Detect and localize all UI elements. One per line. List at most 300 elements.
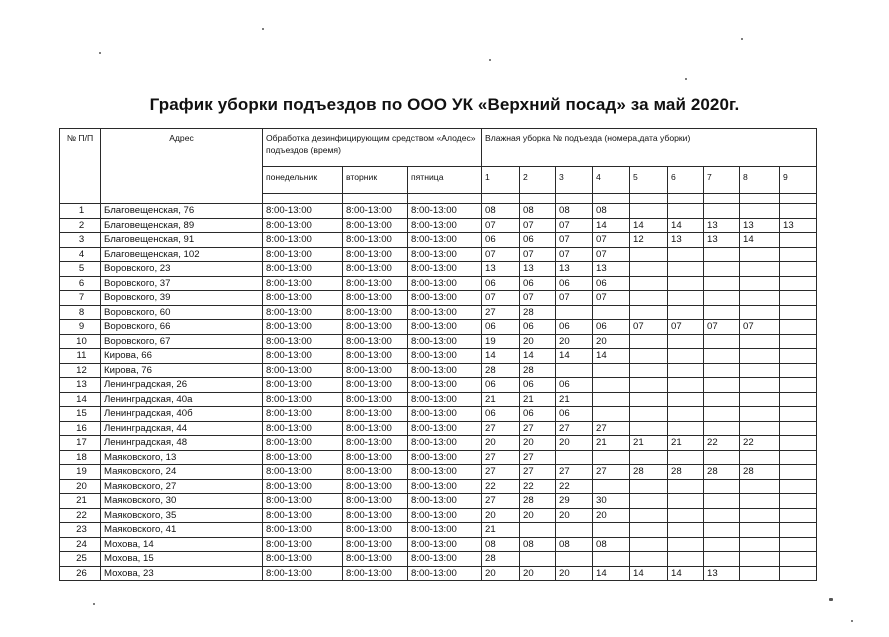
row-time-friday: 8:00-13:00 — [408, 291, 482, 306]
row-entrance-date: 12 — [630, 233, 668, 248]
row-time-friday: 8:00-13:00 — [408, 465, 482, 480]
row-entrance-date — [630, 523, 668, 538]
row-entrance-date — [740, 508, 780, 523]
row-entrance-date: 20 — [482, 436, 520, 451]
table-row — [60, 421, 817, 436]
header-day-monday: понедельник — [263, 167, 343, 194]
row-entrance-date: 07 — [593, 233, 630, 248]
row-entrance-date — [780, 450, 817, 465]
row-entrance-date — [780, 552, 817, 567]
row-entrance-date: 07 — [482, 247, 520, 262]
row-address: Воровского, 39 — [101, 291, 263, 306]
row-entrance-date — [668, 479, 704, 494]
row-entrance-date — [780, 508, 817, 523]
row-entrance-date: 07 — [630, 320, 668, 335]
row-entrance-date — [704, 407, 740, 422]
row-entrance-date: 20 — [482, 508, 520, 523]
row-entrance-date: 06 — [520, 407, 556, 422]
row-time-friday: 8:00-13:00 — [408, 334, 482, 349]
row-entrance-date — [704, 262, 740, 277]
row-entrance-date — [630, 378, 668, 393]
row-time-monday: 8:00-13:00 — [263, 421, 343, 436]
row-time-tuesday: 8:00-13:00 — [343, 349, 408, 364]
row-entrance-date: 27 — [482, 305, 520, 320]
row-entrance-date — [668, 552, 704, 567]
row-time-monday: 8:00-13:00 — [263, 566, 343, 581]
row-entrance-date: 22 — [556, 479, 593, 494]
row-number: 8 — [60, 305, 101, 320]
row-entrance-date — [593, 392, 630, 407]
row-time-monday: 8:00-13:00 — [263, 537, 343, 552]
row-time-friday: 8:00-13:00 — [408, 349, 482, 364]
row-time-monday: 8:00-13:00 — [263, 552, 343, 567]
row-address: Воровского, 67 — [101, 334, 263, 349]
table-row — [60, 291, 817, 306]
row-entrance-date — [593, 305, 630, 320]
row-entrance-date — [704, 494, 740, 509]
row-entrance-date: 14 — [630, 566, 668, 581]
row-entrance-date: 20 — [520, 566, 556, 581]
row-entrance-date: 06 — [482, 233, 520, 248]
row-entrance-date — [630, 363, 668, 378]
row-entrance-date — [593, 479, 630, 494]
table-row — [60, 204, 817, 219]
row-entrance-date: 06 — [482, 378, 520, 393]
row-entrance-date — [780, 305, 817, 320]
row-entrance-date — [520, 523, 556, 538]
row-entrance-date — [520, 552, 556, 567]
header-entrance: 7 — [704, 167, 740, 194]
row-entrance-date: 14 — [556, 349, 593, 364]
row-entrance-date — [630, 421, 668, 436]
row-number: 10 — [60, 334, 101, 349]
row-entrance-date: 28 — [482, 363, 520, 378]
row-entrance-date — [780, 392, 817, 407]
row-time-friday: 8:00-13:00 — [408, 508, 482, 523]
scan-speck — [99, 52, 101, 54]
row-number: 9 — [60, 320, 101, 335]
row-entrance-date: 27 — [482, 465, 520, 480]
row-number: 14 — [60, 392, 101, 407]
row-entrance-date — [740, 392, 780, 407]
row-entrance-date: 28 — [520, 305, 556, 320]
row-time-tuesday: 8:00-13:00 — [343, 320, 408, 335]
row-time-tuesday: 8:00-13:00 — [343, 262, 408, 277]
header-entrance: 8 — [740, 167, 780, 194]
row-time-monday: 8:00-13:00 — [263, 392, 343, 407]
row-time-monday: 8:00-13:00 — [263, 436, 343, 451]
row-entrance-date: 27 — [556, 421, 593, 436]
row-time-monday: 8:00-13:00 — [263, 204, 343, 219]
row-entrance-date — [740, 378, 780, 393]
row-entrance-date — [556, 450, 593, 465]
row-entrance-date — [704, 378, 740, 393]
row-entrance-date — [668, 276, 704, 291]
row-time-tuesday: 8:00-13:00 — [343, 508, 408, 523]
row-entrance-date: 22 — [704, 436, 740, 451]
row-entrance-date — [740, 276, 780, 291]
row-entrance-date: 20 — [556, 508, 593, 523]
row-time-tuesday: 8:00-13:00 — [343, 392, 408, 407]
row-address: Кирова, 76 — [101, 363, 263, 378]
table-row — [60, 247, 817, 262]
table-row — [60, 494, 817, 509]
row-entrance-date: 21 — [482, 392, 520, 407]
row-address: Маяковского, 13 — [101, 450, 263, 465]
row-entrance-date: 21 — [482, 523, 520, 538]
row-entrance-date — [630, 291, 668, 306]
row-entrance-date: 07 — [556, 233, 593, 248]
row-entrance-date — [780, 204, 817, 219]
row-time-monday: 8:00-13:00 — [263, 363, 343, 378]
table-row — [60, 378, 817, 393]
row-entrance-date — [630, 392, 668, 407]
row-entrance-date — [740, 537, 780, 552]
row-entrance-date: 14 — [668, 566, 704, 581]
row-entrance-date: 28 — [704, 465, 740, 480]
row-time-friday: 8:00-13:00 — [408, 552, 482, 567]
row-entrance-date — [780, 566, 817, 581]
row-entrance-date — [704, 204, 740, 219]
row-entrance-date — [704, 247, 740, 262]
row-entrance-date: 07 — [556, 247, 593, 262]
scan-speck — [262, 28, 264, 30]
row-time-tuesday: 8:00-13:00 — [343, 305, 408, 320]
row-entrance-date — [630, 204, 668, 219]
row-address: Мохова, 15 — [101, 552, 263, 567]
scan-speck — [851, 620, 853, 622]
row-address: Ленинградская, 40а — [101, 392, 263, 407]
row-entrance-date: 06 — [520, 276, 556, 291]
row-entrance-date — [668, 349, 704, 364]
row-entrance-date — [668, 450, 704, 465]
row-entrance-date — [593, 523, 630, 538]
row-time-monday: 8:00-13:00 — [263, 407, 343, 422]
row-entrance-date: 19 — [482, 334, 520, 349]
row-entrance-date — [556, 363, 593, 378]
row-entrance-date: 28 — [520, 363, 556, 378]
row-time-tuesday: 8:00-13:00 — [343, 465, 408, 480]
row-time-tuesday: 8:00-13:00 — [343, 407, 408, 422]
row-entrance-date: 13 — [704, 218, 740, 233]
row-time-tuesday: 8:00-13:00 — [343, 233, 408, 248]
row-entrance-date — [704, 349, 740, 364]
row-entrance-date — [780, 349, 817, 364]
row-entrance-date — [704, 450, 740, 465]
row-time-friday: 8:00-13:00 — [408, 436, 482, 451]
row-time-monday: 8:00-13:00 — [263, 465, 343, 480]
row-time-friday: 8:00-13:00 — [408, 523, 482, 538]
table-row — [60, 349, 817, 364]
row-number: 19 — [60, 465, 101, 480]
row-entrance-date: 06 — [593, 320, 630, 335]
row-entrance-date — [630, 407, 668, 422]
row-address: Мохова, 23 — [101, 566, 263, 581]
row-entrance-date: 13 — [668, 233, 704, 248]
row-time-tuesday: 8:00-13:00 — [343, 276, 408, 291]
row-time-tuesday: 8:00-13:00 — [343, 479, 408, 494]
row-entrance-date — [704, 363, 740, 378]
row-entrance-date: 06 — [482, 276, 520, 291]
row-time-friday: 8:00-13:00 — [408, 392, 482, 407]
row-entrance-date: 30 — [593, 494, 630, 509]
row-number: 2 — [60, 218, 101, 233]
row-entrance-date — [780, 334, 817, 349]
row-entrance-date: 20 — [593, 334, 630, 349]
table-row — [60, 479, 817, 494]
row-entrance-date — [780, 378, 817, 393]
table-row — [60, 566, 817, 581]
row-entrance-date: 06 — [520, 233, 556, 248]
row-number: 1 — [60, 204, 101, 219]
row-time-friday: 8:00-13:00 — [408, 276, 482, 291]
row-entrance-date — [630, 450, 668, 465]
row-time-friday: 8:00-13:00 — [408, 305, 482, 320]
row-entrance-date — [668, 291, 704, 306]
row-entrance-date: 27 — [482, 450, 520, 465]
row-entrance-date: 27 — [593, 465, 630, 480]
row-entrance-date: 07 — [556, 218, 593, 233]
row-entrance-date: 07 — [520, 291, 556, 306]
row-entrance-date — [704, 479, 740, 494]
row-time-monday: 8:00-13:00 — [263, 494, 343, 509]
row-entrance-date — [668, 378, 704, 393]
table-row — [60, 276, 817, 291]
row-entrance-date — [740, 305, 780, 320]
row-entrance-date: 27 — [520, 450, 556, 465]
row-entrance-date — [704, 392, 740, 407]
row-entrance-date: 22 — [482, 479, 520, 494]
row-time-friday: 8:00-13:00 — [408, 479, 482, 494]
row-number: 26 — [60, 566, 101, 581]
row-entrance-date — [740, 450, 780, 465]
row-entrance-date — [630, 494, 668, 509]
row-address: Ленинградская, 40б — [101, 407, 263, 422]
row-entrance-date: 14 — [668, 218, 704, 233]
row-entrance-date: 06 — [593, 276, 630, 291]
row-entrance-date — [740, 523, 780, 538]
row-entrance-date: 14 — [593, 349, 630, 364]
row-address: Маяковского, 30 — [101, 494, 263, 509]
row-time-friday: 8:00-13:00 — [408, 218, 482, 233]
row-entrance-date: 08 — [593, 537, 630, 552]
row-number: 12 — [60, 363, 101, 378]
row-time-monday: 8:00-13:00 — [263, 305, 343, 320]
row-time-monday: 8:00-13:00 — [263, 378, 343, 393]
row-entrance-date — [630, 508, 668, 523]
row-entrance-date — [668, 363, 704, 378]
table-row — [60, 465, 817, 480]
row-entrance-date: 20 — [482, 566, 520, 581]
scan-speck — [741, 38, 743, 40]
row-time-friday: 8:00-13:00 — [408, 566, 482, 581]
row-time-tuesday: 8:00-13:00 — [343, 421, 408, 436]
header-entrance: 5 — [630, 167, 668, 194]
row-entrance-date — [780, 363, 817, 378]
row-entrance-date: 06 — [556, 320, 593, 335]
row-address: Благовещенская, 89 — [101, 218, 263, 233]
row-entrance-date — [668, 523, 704, 538]
row-address: Ленинградская, 26 — [101, 378, 263, 393]
row-time-tuesday: 8:00-13:00 — [343, 378, 408, 393]
table-row — [60, 450, 817, 465]
row-address: Ленинградская, 48 — [101, 436, 263, 451]
scan-speck — [489, 59, 491, 61]
row-address: Маяковского, 35 — [101, 508, 263, 523]
row-entrance-date — [668, 407, 704, 422]
row-address: Маяковского, 41 — [101, 523, 263, 538]
row-entrance-date — [556, 305, 593, 320]
row-entrance-date — [630, 262, 668, 277]
row-entrance-date — [740, 421, 780, 436]
table-row — [60, 305, 817, 320]
row-time-monday: 8:00-13:00 — [263, 247, 343, 262]
row-number: 5 — [60, 262, 101, 277]
row-entrance-date — [780, 421, 817, 436]
row-number: 7 — [60, 291, 101, 306]
header-day-friday: пятница — [408, 167, 482, 194]
row-entrance-date: 06 — [482, 407, 520, 422]
row-number: 16 — [60, 421, 101, 436]
row-entrance-date: 13 — [704, 566, 740, 581]
row-time-monday: 8:00-13:00 — [263, 233, 343, 248]
row-time-tuesday: 8:00-13:00 — [343, 334, 408, 349]
row-entrance-date — [780, 262, 817, 277]
row-entrance-date: 13 — [780, 218, 817, 233]
row-time-monday: 8:00-13:00 — [263, 508, 343, 523]
header-entrance: 4 — [593, 167, 630, 194]
row-number: 11 — [60, 349, 101, 364]
row-entrance-date: 27 — [482, 494, 520, 509]
row-entrance-date — [668, 247, 704, 262]
row-time-monday: 8:00-13:00 — [263, 523, 343, 538]
table-row — [60, 537, 817, 552]
row-address: Маяковского, 24 — [101, 465, 263, 480]
row-entrance-date: 07 — [593, 247, 630, 262]
row-entrance-date — [780, 247, 817, 262]
table-row — [60, 407, 817, 422]
row-entrance-date: 28 — [482, 552, 520, 567]
row-entrance-date: 07 — [520, 247, 556, 262]
row-entrance-date: 06 — [520, 320, 556, 335]
table-row — [60, 523, 817, 538]
row-entrance-date: 22 — [740, 436, 780, 451]
row-entrance-date: 06 — [556, 407, 593, 422]
row-entrance-date — [593, 450, 630, 465]
row-time-tuesday: 8:00-13:00 — [343, 436, 408, 451]
row-entrance-date — [630, 276, 668, 291]
row-entrance-date: 07 — [668, 320, 704, 335]
header-entrance: 3 — [556, 167, 593, 194]
row-entrance-date: 20 — [520, 508, 556, 523]
table-row — [60, 392, 817, 407]
table-row — [60, 262, 817, 277]
row-entrance-date — [740, 479, 780, 494]
row-entrance-date — [630, 334, 668, 349]
row-entrance-date: 27 — [520, 421, 556, 436]
row-time-monday: 8:00-13:00 — [263, 218, 343, 233]
row-entrance-date: 21 — [668, 436, 704, 451]
table-row — [60, 552, 817, 567]
row-entrance-date — [740, 349, 780, 364]
row-time-monday: 8:00-13:00 — [263, 479, 343, 494]
scan-speck — [829, 598, 833, 601]
row-entrance-date — [704, 276, 740, 291]
page-title: График уборки подъездов по ООО УК «Верхний посад» за май 2020г. — [149, 95, 740, 114]
row-time-friday: 8:00-13:00 — [408, 537, 482, 552]
row-time-friday: 8:00-13:00 — [408, 247, 482, 262]
row-entrance-date — [630, 552, 668, 567]
row-entrance-date — [780, 436, 817, 451]
row-entrance-date: 14 — [482, 349, 520, 364]
scan-speck — [93, 603, 95, 605]
row-entrance-date — [704, 291, 740, 306]
row-entrance-date: 06 — [520, 378, 556, 393]
table-row — [60, 334, 817, 349]
header-entrance: 9 — [780, 167, 817, 194]
row-number: 18 — [60, 450, 101, 465]
header-wet-cleaning: Влажная уборка № подъезда (номера,дата уборки) — [482, 129, 817, 167]
row-entrance-date: 20 — [556, 566, 593, 581]
row-number: 20 — [60, 479, 101, 494]
row-address: Кирова, 66 — [101, 349, 263, 364]
row-entrance-date — [668, 392, 704, 407]
row-entrance-date: 13 — [520, 262, 556, 277]
row-entrance-date — [668, 537, 704, 552]
row-entrance-date: 14 — [593, 218, 630, 233]
row-entrance-date — [668, 494, 704, 509]
row-entrance-date: 29 — [556, 494, 593, 509]
row-time-monday: 8:00-13:00 — [263, 276, 343, 291]
row-entrance-date: 20 — [593, 508, 630, 523]
row-time-tuesday: 8:00-13:00 — [343, 566, 408, 581]
table-row — [60, 363, 817, 378]
row-address: Мохова, 14 — [101, 537, 263, 552]
row-entrance-date — [740, 363, 780, 378]
row-entrance-date — [780, 523, 817, 538]
row-entrance-date: 20 — [520, 436, 556, 451]
row-entrance-date — [780, 291, 817, 306]
row-entrance-date: 22 — [520, 479, 556, 494]
row-entrance-date — [780, 320, 817, 335]
row-time-friday: 8:00-13:00 — [408, 378, 482, 393]
row-entrance-date: 13 — [593, 262, 630, 277]
row-address: Благовещенская, 91 — [101, 233, 263, 248]
row-time-friday: 8:00-13:00 — [408, 421, 482, 436]
row-number: 25 — [60, 552, 101, 567]
row-entrance-date: 13 — [704, 233, 740, 248]
row-time-monday: 8:00-13:00 — [263, 334, 343, 349]
row-entrance-date — [630, 537, 668, 552]
row-entrance-date — [593, 378, 630, 393]
header-disinfection: Обработка дезинфицирующим средством «Алодес» подъездов (время) — [263, 129, 482, 167]
row-entrance-date: 14 — [593, 566, 630, 581]
row-time-friday: 8:00-13:00 — [408, 262, 482, 277]
row-time-tuesday: 8:00-13:00 — [343, 450, 408, 465]
table-row — [60, 436, 817, 451]
cleaning-schedule-table — [59, 128, 817, 581]
row-entrance-date: 14 — [630, 218, 668, 233]
row-entrance-date: 27 — [520, 465, 556, 480]
row-entrance-date: 08 — [482, 204, 520, 219]
row-entrance-date — [740, 247, 780, 262]
row-entrance-date — [630, 349, 668, 364]
row-entrance-date: 28 — [740, 465, 780, 480]
row-entrance-date — [668, 508, 704, 523]
row-entrance-date — [780, 465, 817, 480]
row-entrance-date — [780, 276, 817, 291]
row-time-friday: 8:00-13:00 — [408, 233, 482, 248]
